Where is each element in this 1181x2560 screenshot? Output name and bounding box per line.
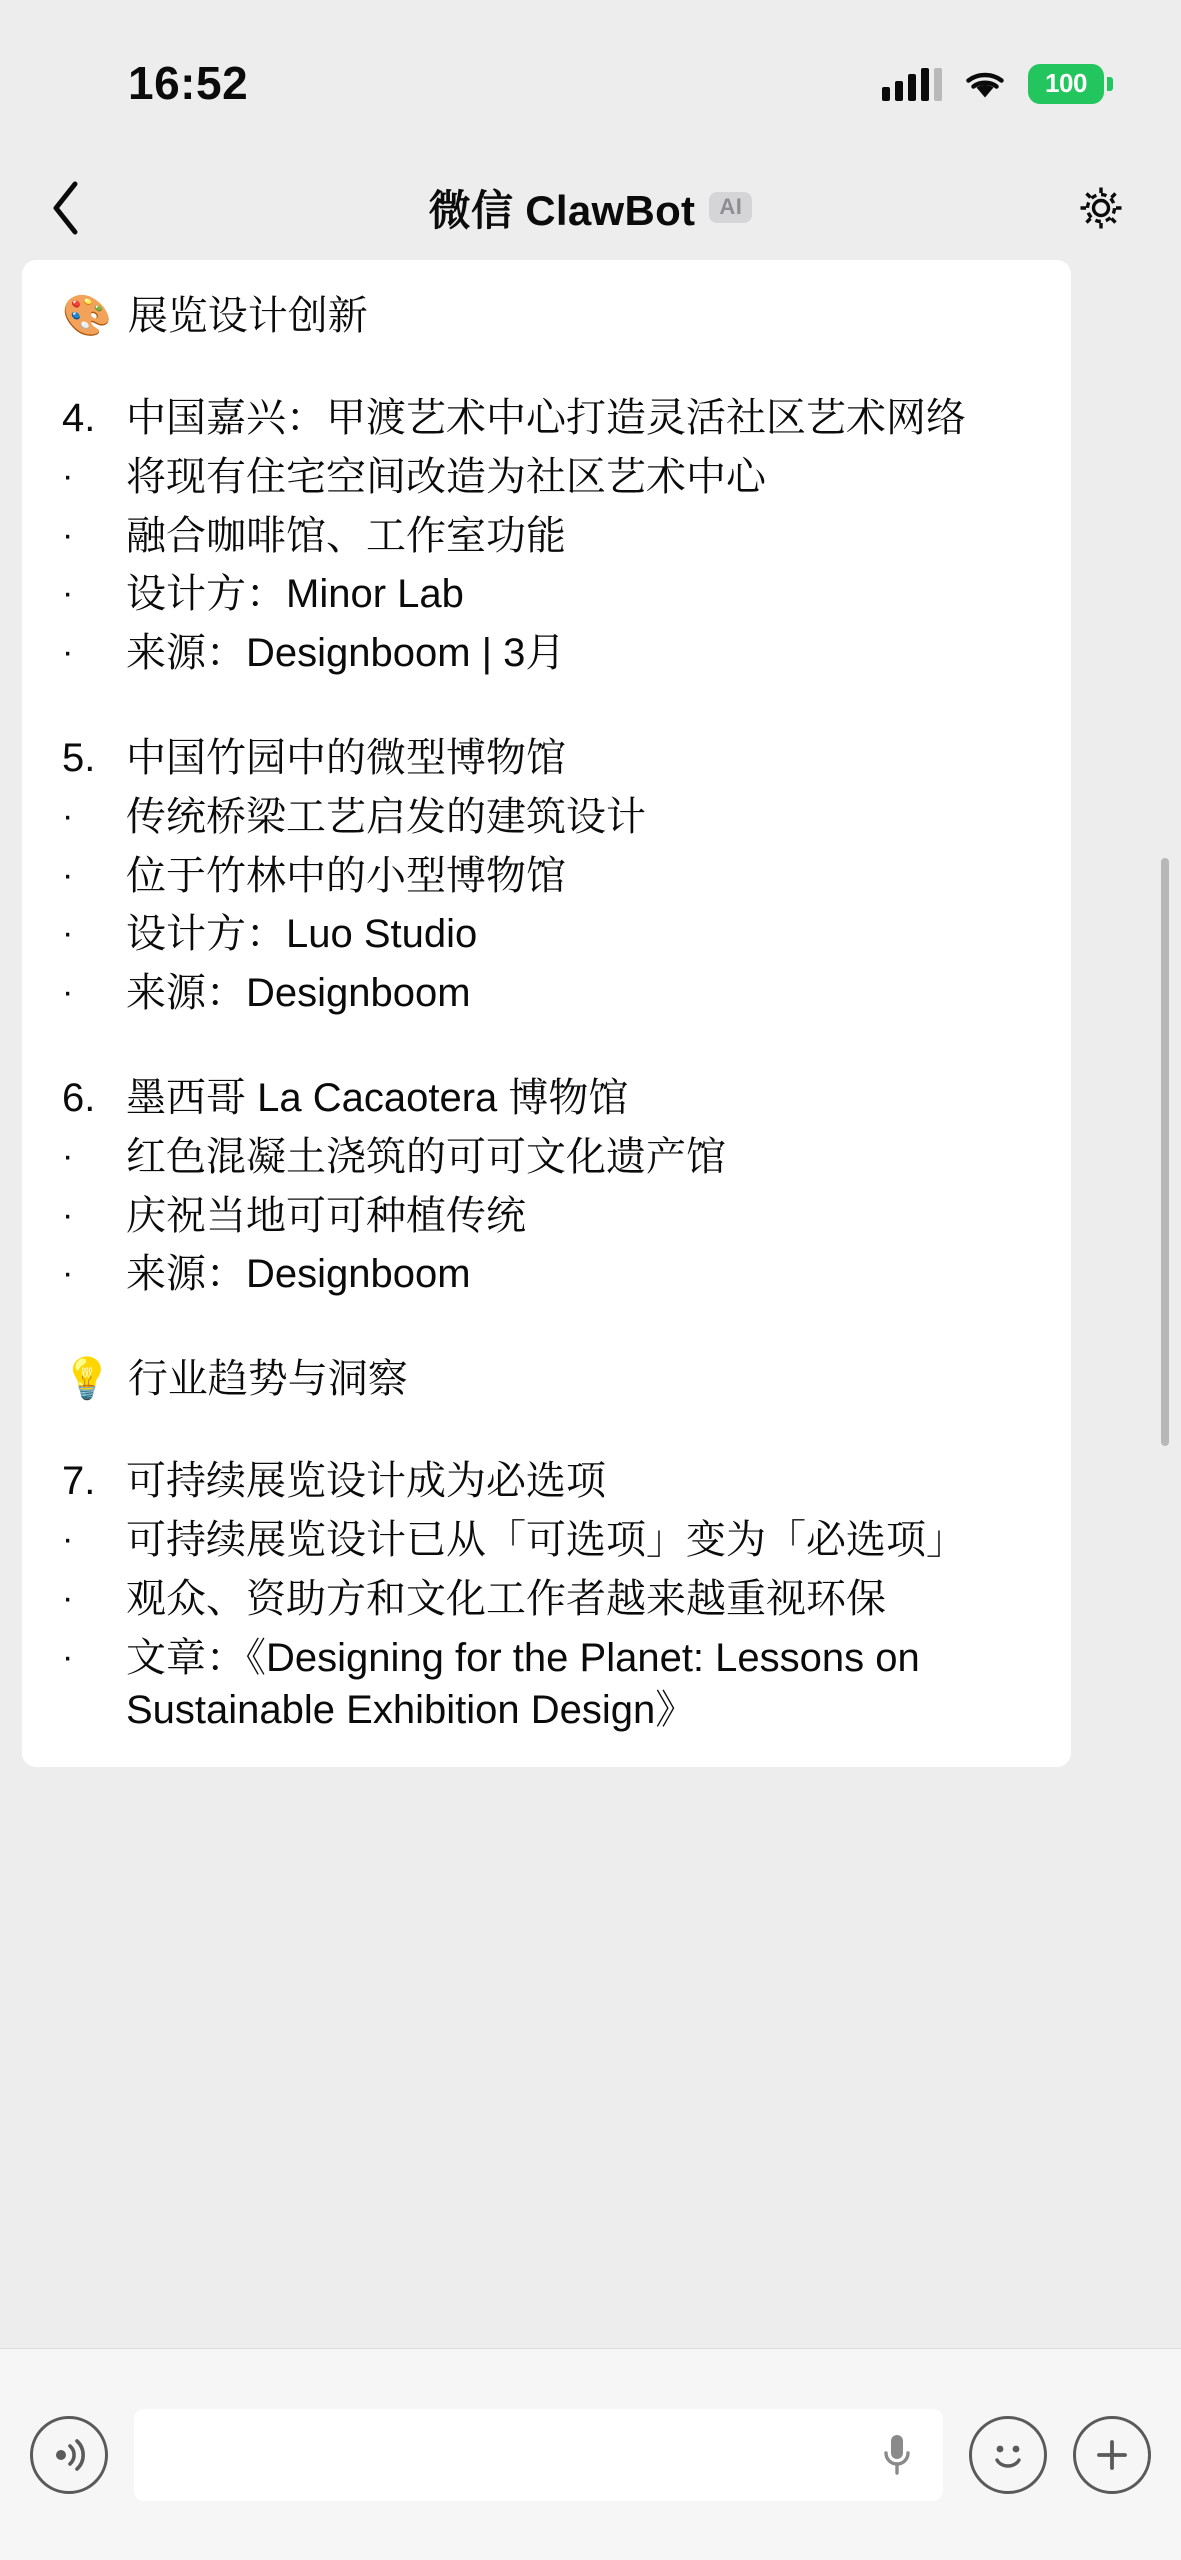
bullet-dot: · bbox=[62, 914, 74, 953]
bullet-dot: · bbox=[62, 1519, 74, 1558]
list-item bbox=[62, 1072, 1031, 1125]
bullet-item bbox=[62, 1514, 1031, 1567]
section-heading-text: 行业趋势与洞察 bbox=[127, 1357, 408, 1402]
battery-indicator bbox=[1028, 64, 1113, 104]
bullet-text: 来源：Designboom | 3月 bbox=[126, 631, 566, 676]
list-item-title: 墨西哥 La Cacaotera 博物馆 bbox=[126, 1075, 629, 1120]
chevron-left-icon bbox=[48, 178, 84, 238]
voice-input-icon bbox=[47, 2433, 91, 2477]
status-bar bbox=[0, 0, 1181, 155]
bullet-dot: · bbox=[62, 456, 74, 495]
chat-bottom-fade bbox=[0, 2308, 1181, 2348]
bullet-dot: · bbox=[62, 515, 74, 554]
bullet-item bbox=[62, 510, 1031, 563]
bullet-text: 观众、资助方和文化工作者越来越重视环保 bbox=[126, 1576, 886, 1621]
bullet-item bbox=[62, 1248, 1031, 1301]
status-time: 16:52 bbox=[128, 56, 249, 109]
bullet-text: 融合咖啡馆、工作室功能 bbox=[126, 513, 566, 558]
message-text-field[interactable] bbox=[134, 2409, 943, 2501]
bullet-dot: · bbox=[62, 855, 74, 894]
bullet-item bbox=[62, 967, 1031, 1020]
section-heading bbox=[62, 292, 1031, 340]
bullet-item bbox=[62, 568, 1031, 621]
back-button[interactable] bbox=[48, 176, 112, 240]
bullet-item bbox=[62, 1190, 1031, 1243]
list-item bbox=[62, 732, 1031, 785]
status-indicators bbox=[882, 64, 1113, 104]
bullet-item bbox=[62, 908, 1031, 961]
bullet-item bbox=[62, 850, 1031, 903]
gear-icon bbox=[1076, 183, 1126, 233]
bullet-dot: · bbox=[62, 973, 74, 1012]
message-input-bar bbox=[0, 2348, 1181, 2560]
battery-percent: 100 bbox=[1045, 68, 1087, 98]
bullet-text: 来源：Designboom bbox=[126, 971, 471, 1016]
palette-icon: 🎨 bbox=[62, 294, 112, 338]
voice-input-button[interactable] bbox=[30, 2416, 108, 2494]
bullet-dot: · bbox=[62, 1195, 74, 1234]
bullet-text: 设计方：Luo Studio bbox=[126, 912, 478, 957]
bullet-item bbox=[62, 1632, 1031, 1738]
bullet-dot: · bbox=[62, 796, 74, 835]
chat-scroll-area[interactable] bbox=[0, 260, 1181, 2348]
plus-icon bbox=[1089, 2432, 1135, 2478]
bullet-text: 传统桥梁工艺启发的建筑设计 bbox=[126, 794, 646, 839]
list-item-number: 5. bbox=[62, 735, 96, 780]
list-item-number: 7. bbox=[62, 1459, 96, 1504]
microphone-icon[interactable] bbox=[875, 2429, 919, 2481]
list-item bbox=[62, 392, 1031, 445]
bullet-item bbox=[62, 451, 1031, 504]
bullet-text: 设计方：Minor Lab bbox=[126, 572, 464, 617]
list-item-number: 4. bbox=[62, 396, 96, 440]
section-heading bbox=[62, 1355, 1031, 1403]
bullet-text: 红色混凝土浇筑的可可文化遗产馆 bbox=[126, 1134, 726, 1179]
list-item-title: 可持续展览设计成为必选项 bbox=[126, 1459, 606, 1504]
ai-badge: AI bbox=[709, 192, 752, 223]
bullet-item bbox=[62, 627, 1031, 680]
list-item-title: 中国嘉兴：甲渡艺术中心打造灵活社区艺术网络 bbox=[126, 396, 966, 440]
bullet-text: 文章：《Designing for the Planet: Lessons on Sustainable Exhibition Design》 bbox=[126, 1635, 920, 1733]
list-item bbox=[62, 1455, 1031, 1508]
bullet-dot: · bbox=[62, 574, 74, 613]
settings-button[interactable] bbox=[1069, 176, 1133, 240]
emoji-icon bbox=[982, 2429, 1034, 2481]
bullet-dot: · bbox=[62, 1578, 74, 1617]
wifi-icon bbox=[962, 67, 1008, 101]
bullet-dot: · bbox=[62, 1136, 74, 1175]
list-item-title: 中国竹园中的微型博物馆 bbox=[126, 735, 566, 780]
bullet-item bbox=[62, 1131, 1031, 1184]
bullet-dot: · bbox=[62, 1254, 74, 1293]
nav-title-group bbox=[0, 178, 1181, 238]
section-heading-text: 展览设计创新 bbox=[127, 294, 368, 338]
bullet-item bbox=[62, 791, 1031, 844]
bullet-item bbox=[62, 1573, 1031, 1626]
bullet-text: 可持续展览设计已从「可选项」变为「必选项」 bbox=[126, 1517, 966, 1562]
scrollbar[interactable] bbox=[1161, 858, 1169, 1446]
bullet-text: 将现有住宅空间改造为社区艺术中心 bbox=[126, 454, 766, 499]
bullet-dot: · bbox=[62, 1637, 74, 1676]
bullet-text: 位于竹林中的小型博物馆 bbox=[126, 853, 566, 898]
message-bubble bbox=[22, 260, 1071, 1767]
nav-bar bbox=[0, 155, 1181, 260]
bullet-text: 庆祝当地可可种植传统 bbox=[126, 1193, 526, 1238]
cellular-bars-icon bbox=[882, 67, 942, 101]
page-title: 微信 ClawBot bbox=[428, 186, 696, 234]
lightbulb-icon: 💡 bbox=[62, 1357, 112, 1402]
bullet-text: 来源：Designboom bbox=[126, 1252, 471, 1297]
emoji-button[interactable] bbox=[969, 2416, 1047, 2494]
more-actions-button[interactable] bbox=[1073, 2416, 1151, 2494]
bullet-dot: · bbox=[62, 633, 74, 672]
list-item-number: 6. bbox=[62, 1075, 96, 1120]
